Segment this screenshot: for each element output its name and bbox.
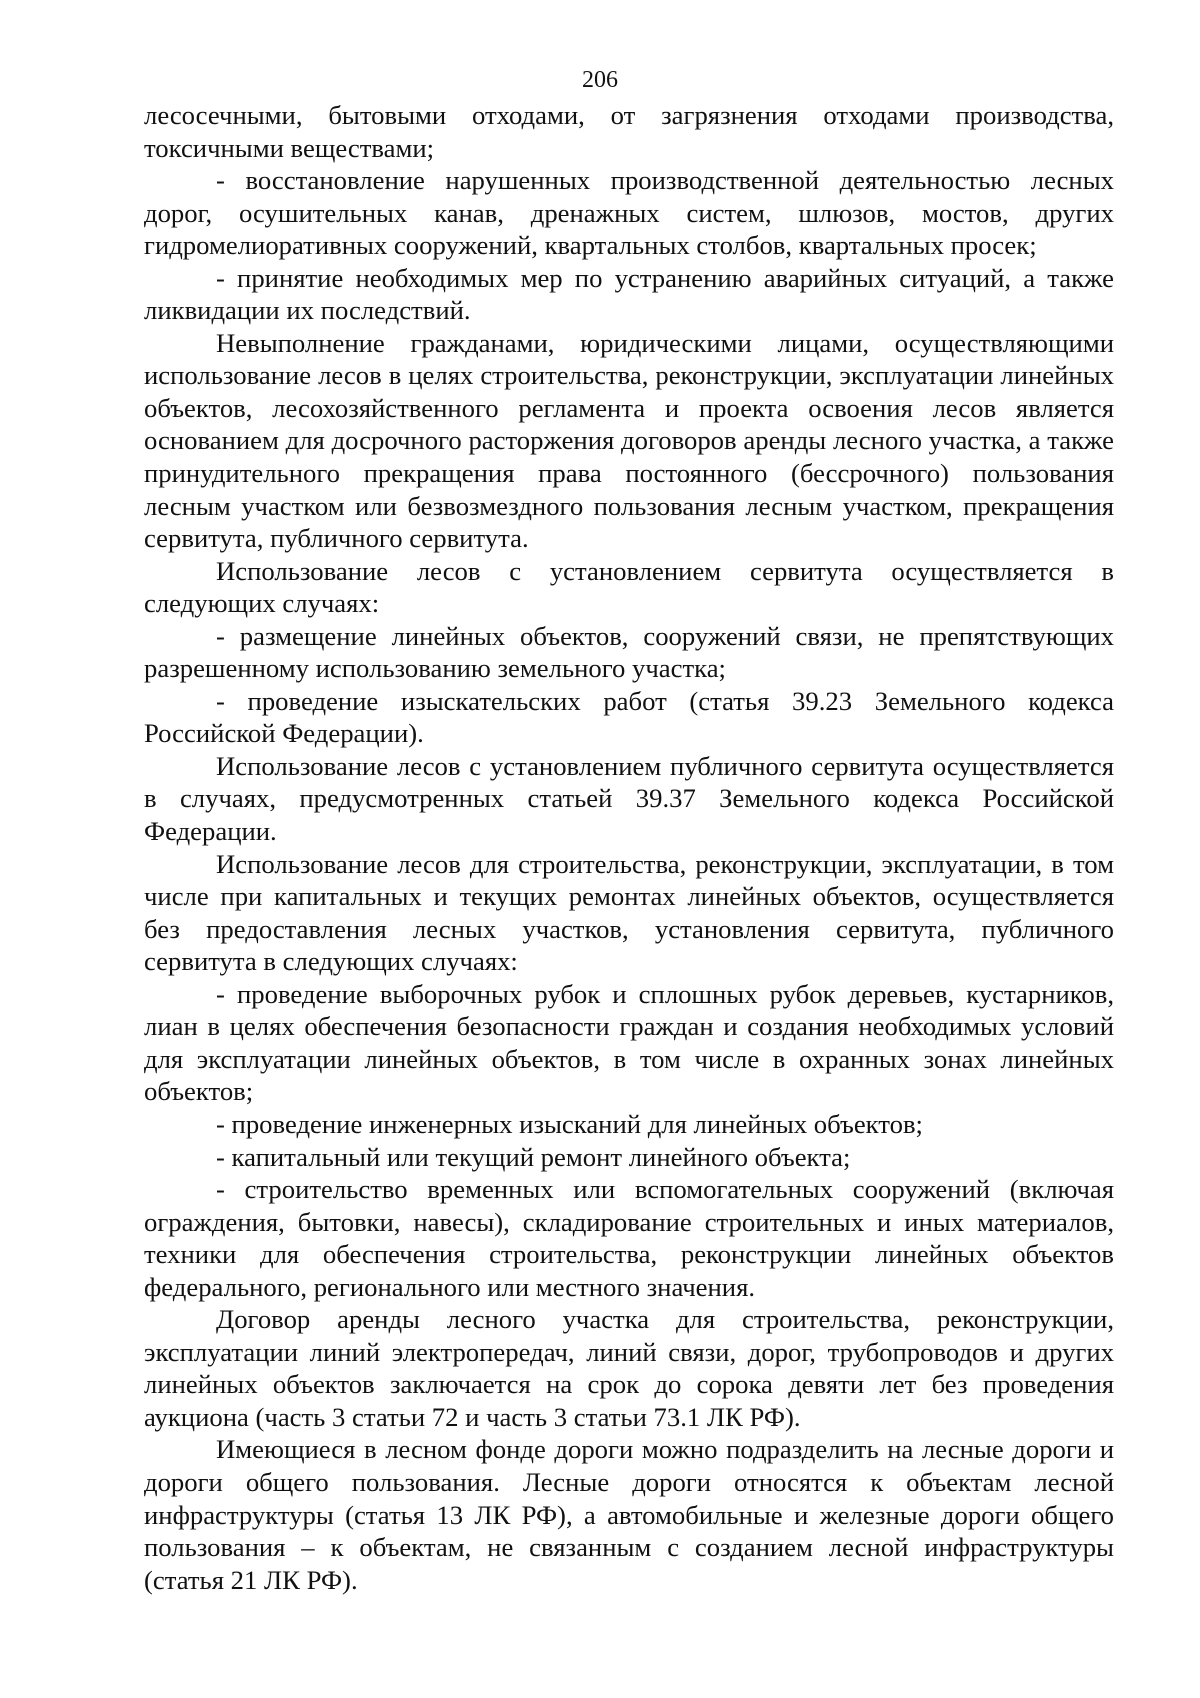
list-item: - капитальный или текущий ремонт линейного объекта; [216,1141,851,1172]
list-item: - строительство временных или вспомогательных сооружений (включая ограждения, бытовки, навесы), складирование строительных и иных материалов, техники для обеспечения строительства, реконструкции линейных объектов федерального, регионального или местного значения. [144,1174,1114,1302]
list-item: - восстановление нарушенных производственной деятельностью лесных дорог, осушительных канав, дренажных систем, шлюзов, мостов, других гидромелиоративных сооружений, квартальных столбов, квартальных просек; [144,165,1114,261]
paragraph: Использование лесов с установлением сервитута осуществляется в следующих случаях: [144,555,1114,619]
paragraph: Использование лесов с установлением публичного сервитута осуществляется в случаях, предусмотренных статьей 39.37 Земельного кодекса Российской Федерации. [144,750,1114,847]
paragraph: Договор аренды лесного участка для строительства, реконструкции, эксплуатации линий электропередач, линий связи, дорог, трубопроводов и других линейных объектов заключается на срок до сорока девяти лет без проведения аукциона (часть 3 статьи 72 и часть 3 статьи 73.1 ЛК РФ). [144,1304,1114,1432]
paragraph: Использование лесов для строительства, реконструкции, эксплуатации, в том числе при капитальных и текущих ремонтах линейных объектов, осуществляется без предоставления лесных участков, установления сервитута, публичного сервитута в следующих случаях: [144,848,1114,977]
list-item: - размещение линейных объектов, сооружений связи, не препятствующих разрешенному использованию земельного участка; [144,620,1114,684]
page-number: 206 [582,67,618,93]
list-item: - проведение выборочных рубок и сплошных рубок деревьев, кустарников, лиан в целях обеспечения безопасности граждан и создания необходимых условий для эксплуатации линейных объектов, в том числе в охранных зонах линейных объектов; [144,978,1114,1107]
paragraph: Невыполнение гражданами, юридическими лицами, осуществляющими использование лесов в целях строительства, реконструкции, эксплуатации линейных объектов, лесохозяйственного регламента и проекта освоения лесов является основанием для досрочного расторжения договоров аренды лесного участка, а также принудительного прекращения права постоянного (бессрочного) пользования лесным участком или безвозмездного пользования лесным участком, прекращения сервитута, публичного сервитута. [144,327,1114,554]
paragraph: лесосечными, бытовыми отходами, от загрязнения отходами производства, токсичными веществами; [144,100,1114,163]
document-body [144,99,1114,1596]
paragraph: Имеющиеся в лесном фонде дороги можно подразделить на лесные дороги и дороги общего пользования. Лесные дороги относятся к объектам лесной инфраструктуры (статья 13 ЛК РФ), а автомобильные и железные дороги общего пользования – к объектам, не связанным с созданием лесной инфраструктуры (статья 21 ЛК РФ). [144,1434,1114,1595]
list-item: - проведение изыскательских работ (статья 39.23 Земельного кодекса Российской Федерации). [144,685,1114,749]
list-item: - принятие необходимых мер по устранению аварийных ситуаций, а также ликвидации их последствий. [144,262,1114,326]
list-item: - проведение инженерных изысканий для линейных объектов; [216,1108,923,1139]
